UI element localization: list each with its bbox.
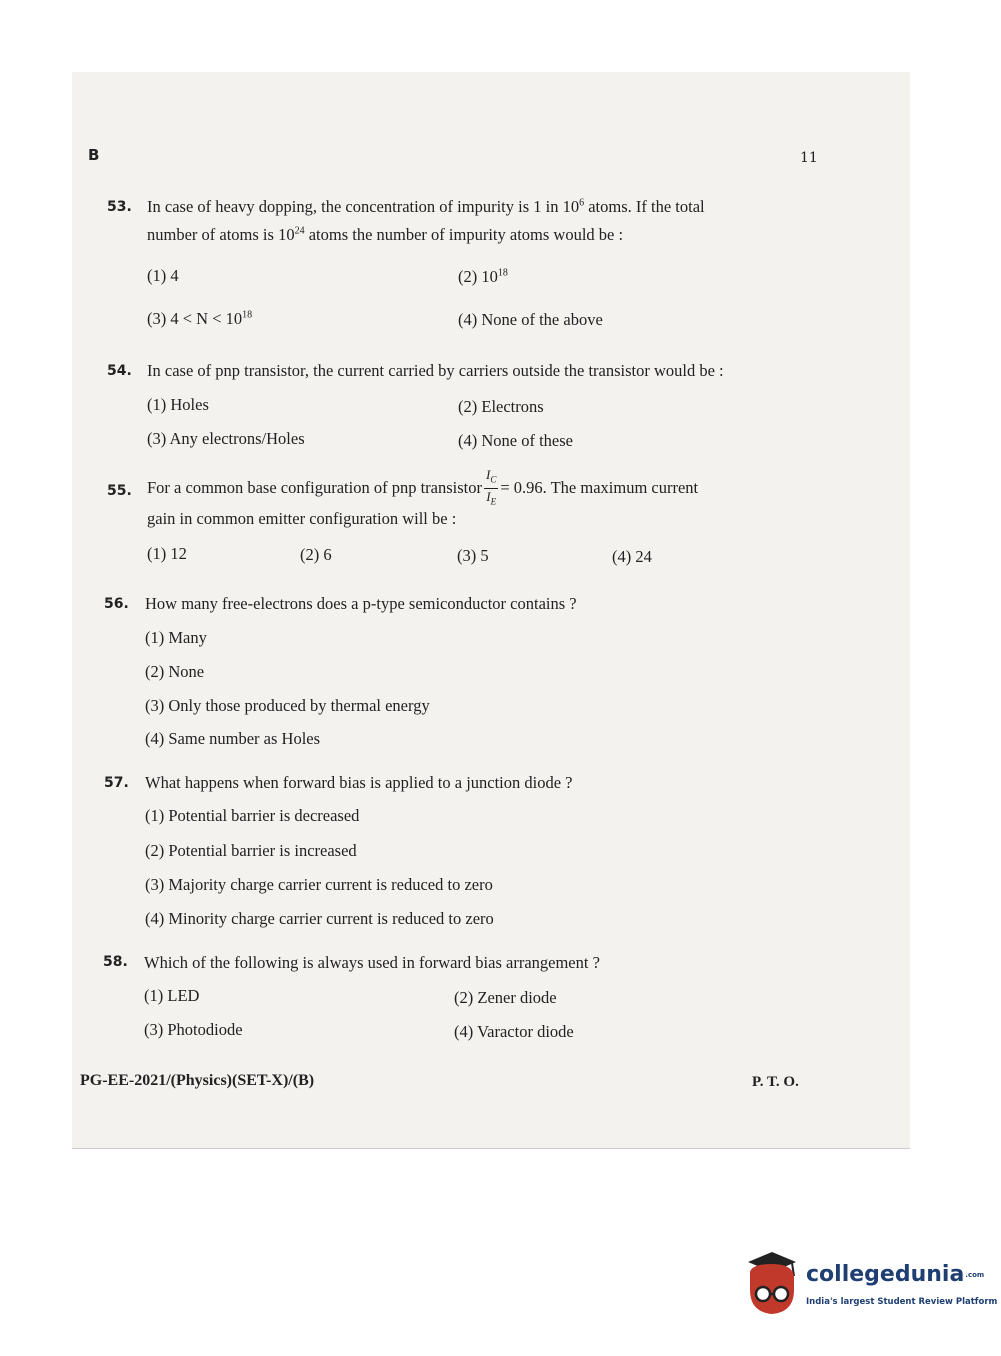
exam-code: PG-EE-2021/(Physics)(SET-X)/(B) xyxy=(80,1072,315,1089)
q55-option-1: (1) 12 xyxy=(147,544,187,563)
set-label: B xyxy=(88,146,100,164)
q58-option-2: (2) Zener diode xyxy=(454,988,557,1007)
q54-option-3: (3) Any electrons/Holes xyxy=(147,429,305,448)
q53-option-1: (1) 4 xyxy=(147,266,179,285)
question-53-line-2: number of atoms is $10^{24}$ atoms the number of impurity atoms would be : xyxy=(147,225,624,244)
question-57-text: What happens when forward bias is applied to a junction diode ? xyxy=(145,773,573,792)
q55-option-2: (2) 6 xyxy=(300,545,332,564)
q57-option-2: (2) Potential barrier is increased xyxy=(145,841,357,860)
question-55-number: 55. xyxy=(107,483,132,499)
question-55-line-2: gain in common emitter configuration will be : xyxy=(147,509,457,528)
question-54-text: In case of pnp transistor, the current carried by carriers outside the transistor would be : xyxy=(147,361,724,380)
q55-option-3: (3) 5 xyxy=(457,546,489,565)
q58-option-3: (3) Photodiode xyxy=(144,1020,243,1039)
page-number: 11 xyxy=(800,150,818,166)
q57-option-4: (4) Minority charge carrier current is reduced to zero xyxy=(145,909,494,928)
pto-label: P. T. O. xyxy=(752,1074,799,1090)
question-58-text: Which of the following is always used in forward bias arrangement ? xyxy=(144,953,600,972)
question-56-text: How many free-electrons does a p-type semiconductor contains ? xyxy=(145,594,577,613)
question-53-line-1: In case of heavy dopping, the concentration of impurity is 1 in $10^6$ atoms. If the total xyxy=(147,197,705,216)
q58-option-1: (1) LED xyxy=(144,986,200,1005)
q54-option-4: (4) None of these xyxy=(458,431,574,450)
question-54-number: 54. xyxy=(107,363,132,379)
q54-option-2: (2) Electrons xyxy=(458,397,544,416)
q56-option-2: (2) None xyxy=(145,662,205,681)
current-ratio-fraction: $\frac{I_C}{I_E}$ xyxy=(485,467,497,507)
q55-option-4: (4) 24 xyxy=(612,547,652,566)
question-58-number: 58. xyxy=(103,954,128,970)
brand-name: collegedunia.com xyxy=(806,1262,985,1287)
q53-option-4: (4) None of the above xyxy=(458,310,603,329)
q54-option-1: (1) Holes xyxy=(147,395,209,414)
question-53-number: 53. xyxy=(107,199,132,215)
q58-option-4: (4) Varactor diode xyxy=(454,1022,574,1041)
question-56-number: 56. xyxy=(104,596,129,612)
q56-option-3: (3) Only those produced by thermal energy xyxy=(145,696,430,715)
q56-option-4: (4) Same number as Holes xyxy=(145,729,321,748)
q53-option-2: (2) $10^{18}$ xyxy=(458,267,508,286)
question-55-line-1: For a common base configuration of pnp transistor $\frac{I_C}{I_E}$ = 0.96. The maximum current xyxy=(147,467,698,509)
q53-option-3: (3) $4 < N < 10^{18}$ xyxy=(147,309,253,328)
q56-option-1: (1) Many xyxy=(145,628,207,647)
q57-option-3: (3) Majority charge carrier current is reduced to zero xyxy=(145,875,493,894)
q57-option-1: (1) Potential barrier is decreased xyxy=(145,806,360,825)
question-57-number: 57. xyxy=(104,775,129,791)
brand-tagline: India's largest Student Review Platform xyxy=(806,1297,998,1307)
